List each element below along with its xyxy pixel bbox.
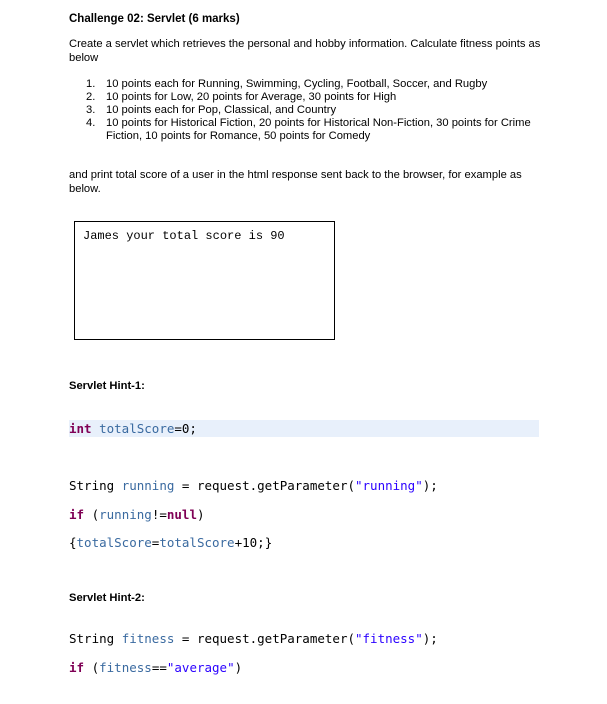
code-keyword: if [69, 660, 85, 675]
code-text: ) [196, 507, 205, 522]
code-line-hint1-3 [69, 507, 205, 522]
code-text: = request.getParameter( [174, 478, 355, 493]
code-text: == [151, 660, 167, 675]
list-item [86, 117, 546, 143]
list-item [86, 104, 546, 117]
list-number: 3. [86, 104, 96, 116]
code-variable: fitness [99, 660, 152, 675]
code-string: "fitness" [355, 631, 423, 646]
code-text: ); [422, 631, 438, 646]
code-line-hint1-4 [69, 535, 272, 550]
code-variable: running [121, 478, 175, 493]
code-text: ( [84, 507, 100, 522]
code-text: +10;} [234, 535, 273, 550]
code-variable: totalScore [159, 535, 235, 550]
list-item [86, 78, 546, 91]
hint2-label: Servlet Hint-2: [69, 592, 145, 604]
code-text: { [69, 535, 77, 550]
list-text: 10 points for Low, 20 points for Average, 30 points for High [106, 91, 397, 103]
code-type: String [69, 478, 122, 493]
code-text: = request.getParameter( [174, 631, 355, 646]
list-number: 1. [86, 78, 96, 90]
code-text: = [151, 535, 160, 550]
code-variable: fitness [121, 631, 175, 646]
challenge-title: Challenge 02: Servlet (6 marks) [69, 13, 240, 25]
code-variable: totalScore [99, 421, 175, 436]
code-string: "running" [355, 478, 423, 493]
list-number: 2. [86, 91, 96, 103]
list-text: 10 points for Historical Fiction, 20 points for Historical Non-Fiction, 30 points for Crime Fiction, 10 points for Romance, 50 points for Comedy [106, 117, 531, 142]
code-line-hint2-1 [69, 631, 438, 646]
list-number: 4. [86, 117, 96, 129]
list-item [86, 91, 546, 104]
code-text: ( [84, 660, 100, 675]
code-line-hint1-1 [69, 421, 197, 436]
output-example-box [74, 221, 335, 340]
code-string: "average" [166, 660, 235, 675]
outro-paragraph: and print total score of a user in the html response sent back to the browser, for example as below. [69, 169, 522, 195]
points-list [86, 78, 546, 143]
hint1-label: Servlet Hint-1: [69, 380, 145, 392]
list-text: 10 points each for Running, Swimming, Cycling, Football, Soccer, and Rugby [106, 78, 488, 90]
output-example-text: James your total score is 90 [83, 229, 285, 243]
code-variable: running [99, 507, 152, 522]
code-keyword: if [69, 507, 85, 522]
code-keyword: null [166, 507, 197, 522]
list-text: 10 points each for Pop, Classical, and Country [106, 104, 337, 116]
code-text: =0; [174, 421, 197, 436]
code-text: != [151, 507, 167, 522]
code-line-hint2-2 [69, 660, 242, 675]
code-variable: totalScore [76, 535, 152, 550]
code-text: ) [234, 660, 243, 675]
code-keyword: int [69, 421, 92, 436]
code-type: String [69, 631, 122, 646]
code-text: ); [422, 478, 438, 493]
intro-paragraph: Create a servlet which retrieves the personal and hobby information. Calculate fitness points as below [69, 38, 541, 64]
code-line-hint1-2 [69, 478, 438, 493]
